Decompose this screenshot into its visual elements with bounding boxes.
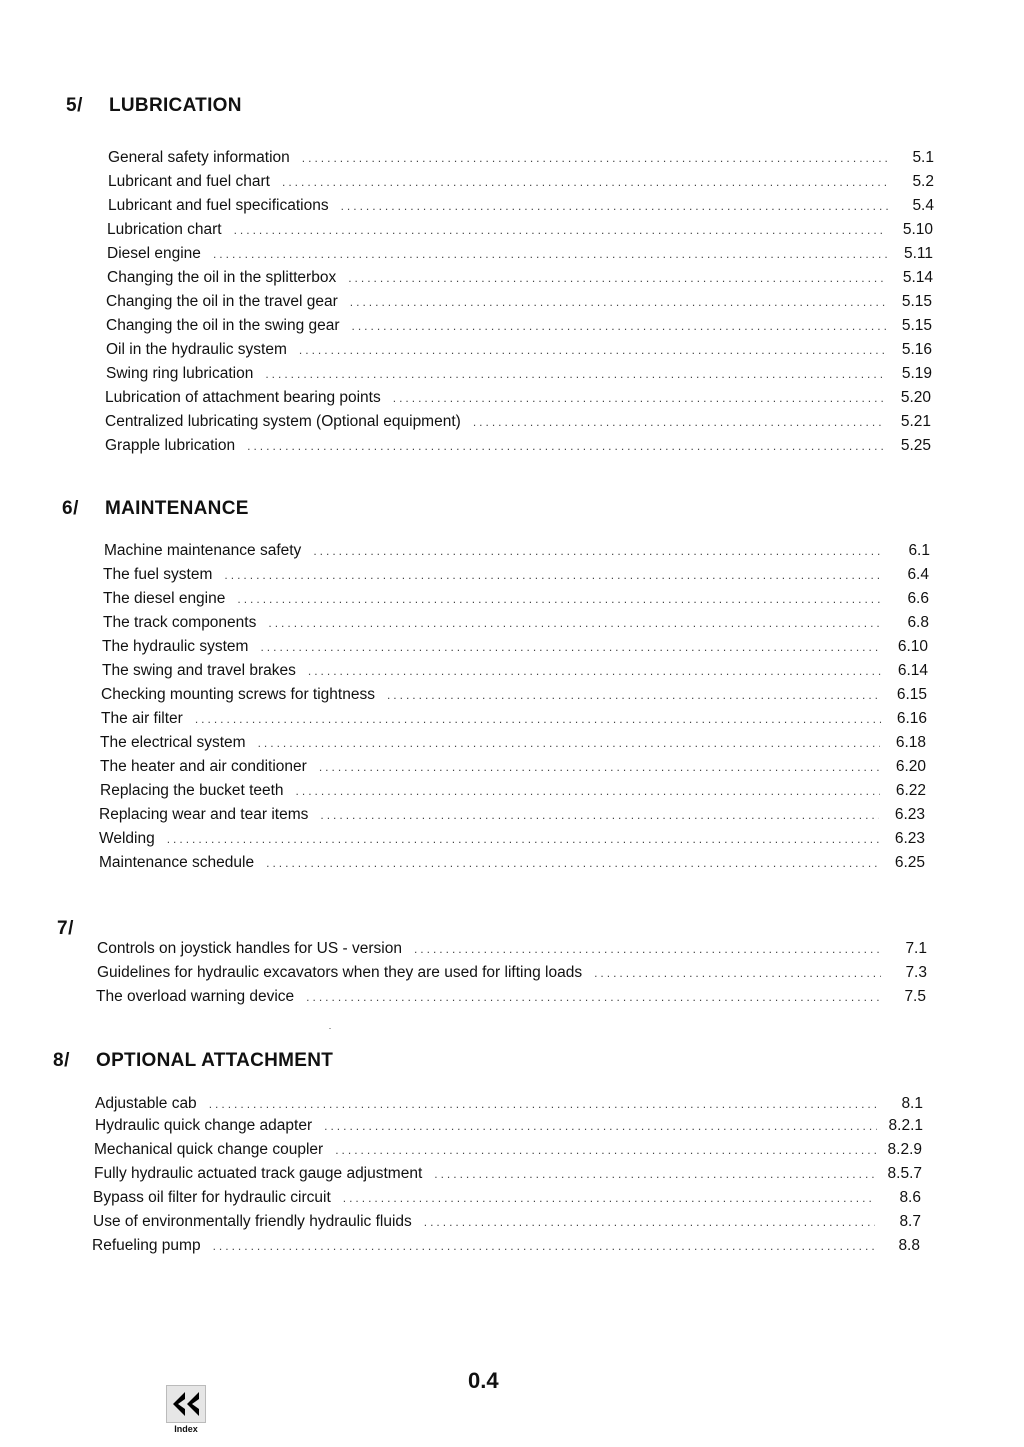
toc-entry[interactable] [97, 940, 927, 962]
dot-leader [308, 664, 882, 678]
scan-speck [329, 1028, 331, 1029]
toc-entry-label: Refueling pump [92, 1237, 201, 1254]
dot-leader [268, 616, 883, 630]
toc-entry-label: Swing ring lubrication [106, 365, 254, 382]
dot-leader [341, 199, 888, 213]
dot-leader [299, 343, 886, 357]
toc-entry[interactable] [103, 590, 929, 612]
dot-leader [414, 942, 881, 956]
toc-entry-label: Adjustable cab [95, 1095, 197, 1112]
toc-entry-page: 6.6 [907, 590, 929, 607]
toc-entry-label: The fuel system [103, 566, 213, 583]
section-heading [0, 95, 1024, 121]
toc-entry[interactable] [99, 854, 925, 876]
toc-entry-label: General safety information [108, 149, 290, 166]
dot-leader [237, 592, 883, 606]
toc-entry[interactable] [107, 221, 933, 243]
toc-entry-page: 8.6 [899, 1189, 921, 1206]
toc-entry-page: 6.8 [907, 614, 929, 631]
toc-entry-page: 5.15 [901, 317, 932, 334]
section-number: 6/ [62, 498, 79, 519]
toc-entry[interactable] [106, 341, 932, 363]
toc-entry[interactable] [94, 1141, 922, 1163]
toc-entry-page: 7.1 [905, 940, 927, 957]
toc-entry-page: 5.21 [900, 413, 931, 430]
toc-entry[interactable] [107, 245, 933, 267]
dot-leader [167, 832, 879, 846]
toc-entry-label: Replacing the bucket teeth [100, 782, 284, 799]
dot-leader [258, 736, 880, 750]
dot-leader [260, 640, 882, 654]
toc-entry-page: 5.20 [900, 389, 931, 406]
toc-entry[interactable] [103, 566, 929, 588]
toc-entry-label: Checking mounting screws for tightness [101, 686, 375, 703]
toc-entry-label: Changing the oil in the splitterbox [107, 269, 337, 286]
toc-entry[interactable] [102, 638, 928, 660]
toc-entry-label: Use of environmentally friendly hydraulic fluids [93, 1213, 412, 1230]
dot-leader [302, 151, 888, 165]
section-number: 5/ [66, 95, 83, 116]
toc-entry[interactable] [105, 389, 931, 411]
toc-entry-page: 6.22 [895, 782, 926, 799]
toc-entry[interactable] [101, 686, 927, 708]
toc-entry-label: Centralized lubricating system (Optional equipment) [105, 413, 461, 430]
dot-leader [209, 1097, 877, 1111]
toc-entry-label: Machine maintenance safety [104, 542, 302, 559]
toc-entry-page: 6.15 [896, 686, 927, 703]
toc-entry[interactable] [94, 1165, 922, 1187]
toc-entry-page: 6.18 [895, 734, 926, 751]
toc-entry-label: Changing the oil in the travel gear [106, 293, 338, 310]
dot-leader [195, 712, 881, 726]
toc-entry-page: 6.23 [894, 806, 925, 823]
toc-entry-label: Fully hydraulic actuated track gauge adjustment [94, 1165, 423, 1182]
toc-entry-page: 5.11 [903, 245, 933, 262]
toc-entry-label: The swing and travel brakes [102, 662, 296, 679]
toc-entry[interactable] [93, 1213, 921, 1235]
toc-entry-page: 6.1 [908, 542, 930, 559]
dot-leader [434, 1167, 876, 1181]
toc-entry-page: 6.4 [907, 566, 929, 583]
toc-entry[interactable] [102, 662, 928, 684]
section-heading [0, 1050, 1024, 1076]
toc-entry-page: 6.25 [894, 854, 925, 871]
section-number: 8/ [53, 1050, 70, 1071]
index-button[interactable] [166, 1385, 206, 1435]
toc-entry-page: 8.7 [899, 1213, 921, 1230]
toc-entry[interactable] [107, 269, 933, 291]
toc-entry[interactable] [106, 293, 932, 315]
dot-leader [594, 966, 881, 980]
index-label: Index [174, 1424, 198, 1434]
dot-leader [296, 784, 880, 798]
toc-entry-label: Replacing wear and tear items [99, 806, 309, 823]
section-title: LUBRICATION [109, 95, 242, 116]
section-number: 7/ [57, 918, 74, 939]
toc-entry-page: 6.16 [896, 710, 927, 727]
toc-entry-label: Oil in the hydraulic system [106, 341, 287, 358]
toc-entry-label: Diesel engine [107, 245, 201, 262]
toc-entry[interactable] [108, 173, 934, 195]
dot-leader [213, 247, 887, 261]
toc-entry-label: Controls on joystick handles for US - version [97, 940, 402, 957]
toc-entry-page: 5.15 [901, 293, 932, 310]
toc-entry[interactable] [99, 806, 925, 828]
dot-leader [350, 295, 886, 309]
dot-leader [213, 1239, 874, 1253]
toc-entry-page: 6.20 [895, 758, 926, 775]
toc-entry-label: Lubrication of attachment bearing points [105, 389, 381, 406]
dot-leader [313, 544, 884, 558]
dot-leader [224, 568, 883, 582]
toc-entry[interactable] [99, 830, 925, 852]
dot-leader [343, 1191, 875, 1205]
toc-entry-label: Lubrication chart [107, 221, 222, 238]
toc-entry-page: 5.10 [902, 221, 933, 238]
dot-leader [306, 990, 880, 1004]
toc-entry-page: 8.2.1 [888, 1117, 923, 1134]
dot-leader [282, 175, 888, 189]
toc-entry-label: The electrical system [100, 734, 246, 751]
toc-entry-label: Hydraulic quick change adapter [95, 1117, 313, 1134]
dot-leader [393, 391, 885, 405]
toc-entry[interactable] [92, 1237, 920, 1259]
toc-entry-label: Maintenance schedule [99, 854, 255, 871]
toc-entry-page: 5.1 [912, 149, 934, 166]
double-chevron-left-icon[interactable] [166, 1385, 206, 1423]
toc-entry-label: Bypass oil filter for hydraulic circuit [93, 1189, 331, 1206]
toc-entry-label: Lubricant and fuel chart [108, 173, 270, 190]
toc-entry[interactable] [105, 437, 931, 459]
dot-leader [266, 856, 879, 870]
toc-entry-label: Mechanical quick change coupler [94, 1141, 324, 1158]
toc-entry[interactable] [100, 782, 926, 804]
toc-entry-page: 5.14 [902, 269, 933, 286]
dot-leader [319, 760, 880, 774]
toc-entry-label: Changing the oil in the swing gear [106, 317, 340, 334]
toc-entry-page: 5.16 [901, 341, 932, 358]
toc-entry[interactable] [103, 614, 929, 636]
toc-entry[interactable] [105, 413, 931, 435]
toc-entry-label: Grapple lubrication [105, 437, 236, 454]
toc-entry-label: Lubricant and fuel specifications [108, 197, 329, 214]
toc-entry-page: 8.8 [898, 1237, 920, 1254]
toc-entry-page: 8.5.7 [887, 1165, 922, 1182]
section-maintenance [0, 498, 1024, 524]
toc-entry[interactable] [108, 197, 934, 219]
dot-leader [320, 808, 879, 822]
section-heading [0, 498, 1024, 524]
toc-entry-label: The air filter [101, 710, 183, 727]
toc-entry-page: 8.2.9 [887, 1141, 922, 1158]
toc-entry-page: 5.2 [912, 173, 934, 190]
toc-entry[interactable] [106, 317, 932, 339]
toc-entry-page: 8.1 [901, 1095, 923, 1112]
dot-leader [234, 223, 887, 237]
toc-entry-page: 6.14 [897, 662, 928, 679]
toc-entry-label: Guidelines for hydraulic excavators when they are used for lifting loads [97, 964, 583, 981]
toc-entry-page: 7.3 [905, 964, 927, 981]
section-optional-attachment [0, 1050, 1024, 1076]
dot-leader [352, 319, 886, 333]
toc-entry-label: The overload warning device [96, 988, 295, 1005]
toc-entry-label: Welding [99, 830, 155, 847]
toc-entry[interactable] [104, 542, 930, 564]
dot-leader [387, 688, 881, 702]
page-number: 0.4 [468, 1368, 499, 1393]
toc-entry-page: 6.10 [897, 638, 928, 655]
toc-entry-page: 6.23 [894, 830, 925, 847]
dot-leader [473, 415, 885, 429]
dot-leader [424, 1215, 875, 1229]
toc-entry[interactable] [108, 149, 934, 171]
toc-entry-label: The heater and air conditioner [100, 758, 307, 775]
toc-entry-page: 5.19 [901, 365, 932, 382]
toc-entry-label: The track components [103, 614, 257, 631]
toc-entry[interactable] [100, 734, 926, 756]
toc-entry[interactable] [97, 964, 927, 986]
toc-entry[interactable] [101, 710, 927, 732]
dot-leader [247, 439, 885, 453]
toc-entry[interactable] [106, 365, 932, 387]
toc-entry-label: The hydraulic system [102, 638, 249, 655]
dot-leader [335, 1143, 876, 1157]
toc-entry-label: The diesel engine [103, 590, 226, 607]
toc-entry[interactable] [95, 1095, 923, 1117]
dot-leader [265, 367, 886, 381]
toc-entry[interactable] [93, 1189, 921, 1211]
toc-entry[interactable] [95, 1117, 923, 1139]
toc-entry[interactable] [100, 758, 926, 780]
section-title: MAINTENANCE [105, 498, 249, 519]
toc-entry-page: 5.25 [900, 437, 931, 454]
section-lubrication [0, 95, 1024, 121]
dot-leader [348, 271, 887, 285]
toc-entry[interactable] [96, 988, 926, 1010]
dot-leader [324, 1119, 877, 1133]
toc-entry-page: 7.5 [904, 988, 926, 1005]
toc-entry-page: 5.4 [912, 197, 934, 214]
section-title: OPTIONAL ATTACHMENT [96, 1050, 334, 1071]
